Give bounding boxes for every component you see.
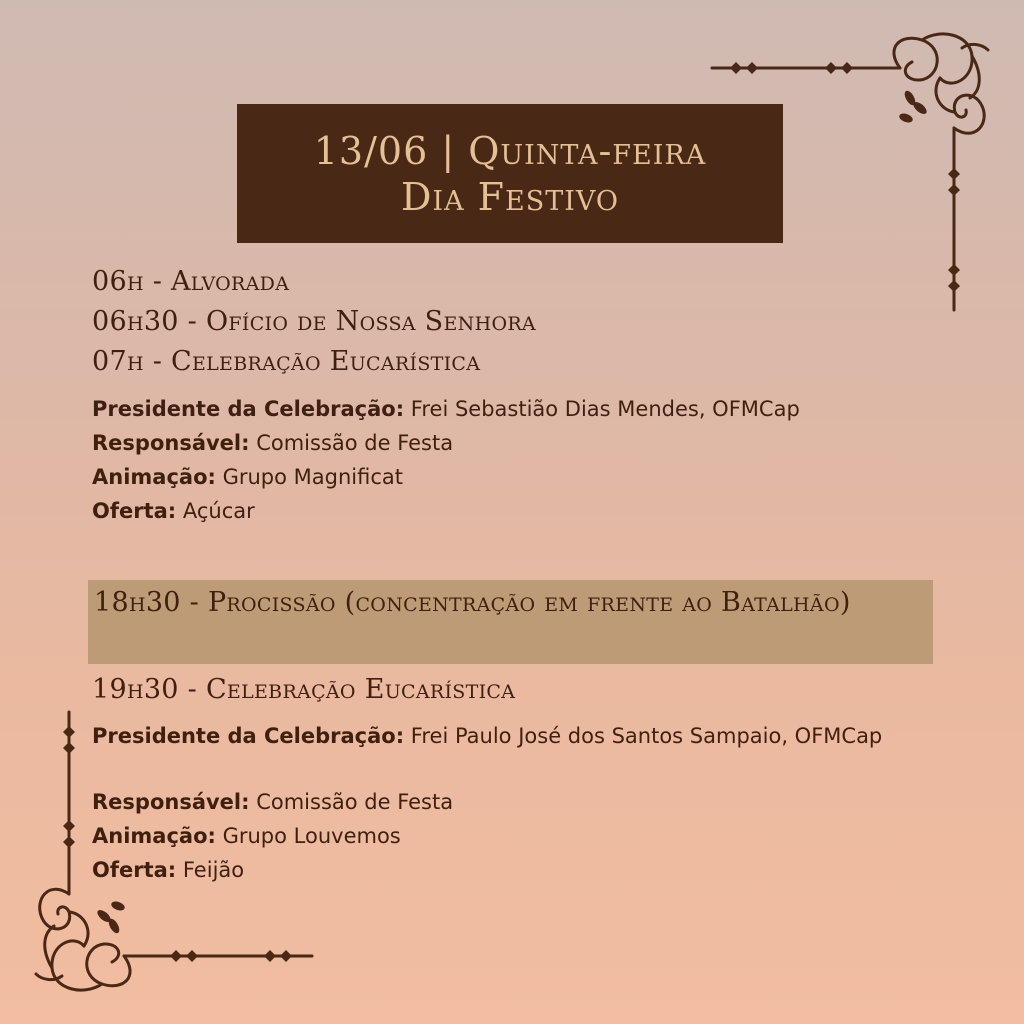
morning-detail-presidente [92,397,800,421]
detail-label: Oferta: [92,499,177,523]
title-banner [237,104,783,243]
detail-label: Presidente da Celebração: [92,724,405,748]
detail-value: Comissão de Festa [249,431,454,455]
detail-value: Comissão de Festa [249,790,454,814]
schedule-item-oficio: 06h30 - Ofício de Nossa Senhora [92,306,536,337]
detail-value: Frei Sebastião Dias Mendes, OFMCap [404,397,800,421]
detail-label: Responsável: [92,790,250,814]
detail-label: Animação: [92,824,216,848]
detail-value: Grupo Magnificat [215,465,403,489]
corner-flourish-bottom-left-icon [24,706,324,996]
detail-label: Animação: [92,465,216,489]
detail-value: Açúcar [176,499,255,523]
detail-value: Feijão [176,858,245,882]
morning-detail-animacao [92,465,403,489]
morning-detail-responsavel [92,431,453,455]
detail-value: Frei Paulo José dos Santos Sampaio, OFMCap [404,724,883,748]
schedule-item-alvorada: 06h - Alvorada [92,266,290,297]
title-subtitle: Dia Festivo [400,174,620,219]
schedule-item-celebracao-manha: 07h - Celebração Eucarística [92,346,481,377]
morning-detail-oferta [92,499,255,523]
detail-label: Oferta: [92,858,177,882]
title-date: 13/06 | Quinta-feira [313,128,707,173]
detail-label: Responsável: [92,431,250,455]
detail-label: Presidente da Celebração: [92,397,405,421]
schedule-item-procissao: 18h30 - Procissão (concentração em frente ao Batalhão) [94,587,851,618]
schedule-item-celebracao-noite: 19h30 - Celebração Eucarística [92,674,516,705]
detail-value: Grupo Louvemos [215,824,401,848]
